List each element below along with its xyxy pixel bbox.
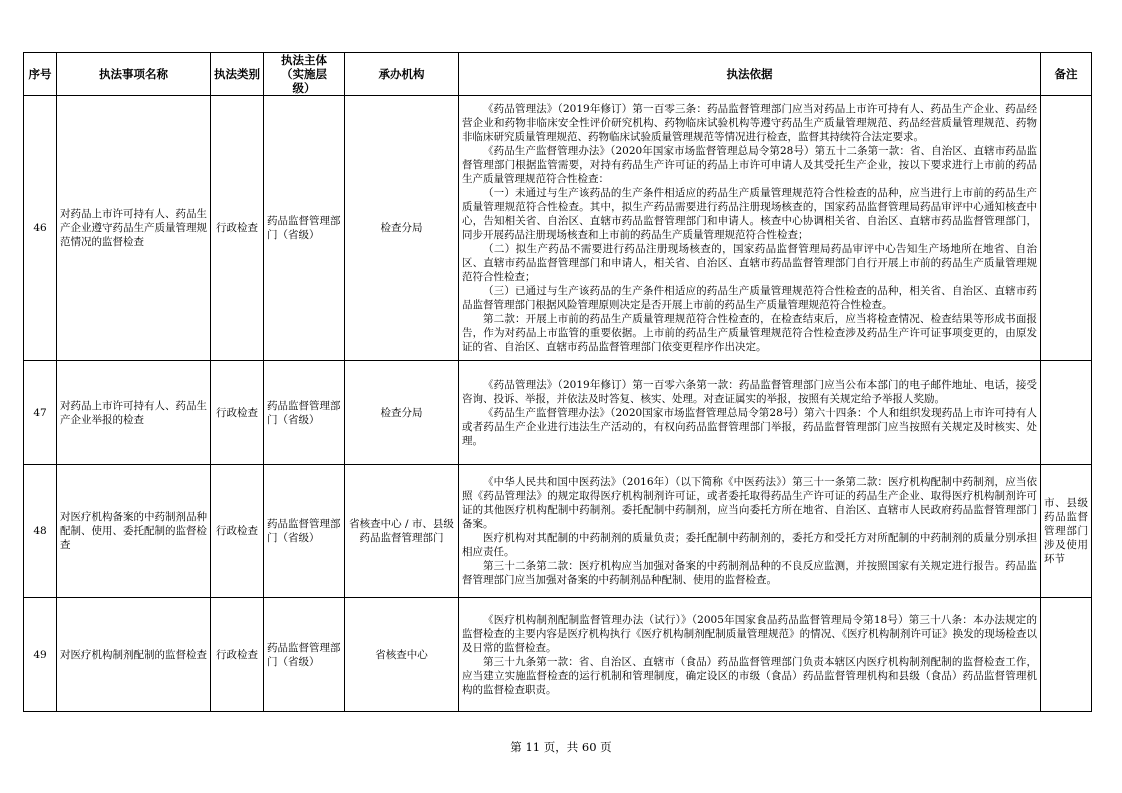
row-basis	[459, 465, 1041, 598]
row-org: 检查分局	[345, 96, 459, 361]
row-num: 47	[24, 361, 57, 465]
basis-paragraph: 第二款：开展上市前的药品生产质量管理规范符合性检查的，在检查结束后，应当将检查情况、检查结果等形成书面报告，作为对药品上市监管的重要依据。上市前的药品生产质量管理规范符合性检查涉及药品生产许可证事项变更的，由原发证的省、自治区、直辖市药品监督管理部门依变更程序作出决定。	[462, 313, 1037, 353]
header-row	[24, 53, 1092, 96]
row-name: 对医疗机构备案的中药制剂品种配制、使用、委托配制的监督检查	[57, 465, 211, 598]
row-type: 行政检查	[211, 361, 264, 465]
basis-paragraph: 《药品生产监督管理办法》（2020年国家市场监督管理总局令第28号）第五十二条第一款：省、自治区、直辖市药品监督管理部门根据监管需要，对持有药品生产许可证的药品上市许可申请人及其受托生产企业，按以下要求进行上市前的药品生产质量管理规范符合性检查：	[462, 145, 1037, 185]
row-org: 检查分局	[345, 361, 459, 465]
basis-paragraph: 《药品生产监督管理办法》（2020国家市场监督管理总局令第28号）第六十四条：个人和组织发现药品上市许可持有人或者药品生产企业进行违法生产活动的，有权向药品监督管理部门举报，药品监督管理部门应当按照有关规定及时核实、处理。	[462, 406, 1037, 447]
header-subject	[264, 53, 345, 96]
row-type: 行政检查	[211, 598, 264, 712]
row-basis	[459, 598, 1041, 712]
table-row	[24, 598, 1092, 712]
row-basis	[459, 96, 1041, 361]
row-org: 省核查中心	[345, 598, 459, 712]
basis-paragraph: 第三十九条第一款：省、自治区、直辖市（食品）药品监督管理部门负责本辖区内医疗机构制剂配制的监督检查工作，应当建立实施监督检查的运行机制和管理制度，确定设区的市级（食品）药品监督管理机构和县级（食品）药品监督管理机构的监督检查职责。	[462, 655, 1037, 696]
header-basis: 执法依据	[459, 53, 1041, 96]
basis-paragraph: 《药品管理法》（2019年修订）第一百零三条：药品监督管理部门应当对药品上市许可持有人、药品生产企业、药品经营企业和药物非临床安全性评价研究机构、药物临床试验机构等遵守药品生产质量管理规范、药品经营质量管理规范、药物非临床研究质量管理规范、药物临床试验质量管理规范等情况进行检查，监督其持续符合法定要求。	[462, 103, 1037, 143]
basis-paragraph: （二）拟生产药品不需要进行药品注册现场核查的，国家药品监督管理局药品审评中心告知生产场地所在地省、自治区、直辖市药品监督管理部门和申请人，相关省、自治区、直辖市药品监督管理部门自行开展上市前的药品生产质量管理规范符合性检查；	[462, 243, 1037, 283]
basis-paragraph: （三）已通过与生产该药品的生产条件相适应的药品生产质量管理规范符合性检查的品种，相关省、自治区、直辖市药品监督管理部门根据风险管理原则决定是否开展上市前的药品生产质量管理规范符合性检查。	[462, 285, 1037, 311]
row-subject: 药品监督管理部门（省级）	[264, 361, 345, 465]
row-type: 行政检查	[211, 465, 264, 598]
header-num: 序号	[24, 53, 57, 96]
table-row	[24, 465, 1092, 598]
basis-paragraph: 《中华人民共和国中医药法》（2016年）（以下简称《中医药法》）第三十一条第二款：医疗机构配制中药制剂，应当依照《药品管理法》的规定取得医疗机构制剂许可证，或者委托取得药品生产许可证的药品生产企业、取得医疗机构制剂许可证的其他医疗机构配制中药制剂。委托配制中药制剂，应当向委托方所在地省、自治区、直辖市人民政府药品监督管理部门备案。	[462, 476, 1037, 530]
basis-paragraph: 《药品管理法》（2019年修订）第一百零六条第一款：药品监督管理部门应当公布本部门的电子邮件地址、电话，接受咨询、投诉、举报，并依法及时答复、核实、处理。对查证属实的举报，按照有关规定给予举报人奖励。	[462, 378, 1037, 405]
basis-paragraph: 第三十二条第二款：医疗机构应当加强对备案的中药制剂品种的不良反应监测，并按照国家有关规定进行报告。药品监督管理部门应当加强对备案的中药制剂品种配制、使用的监督检查。	[462, 560, 1037, 586]
enforcement-table	[23, 52, 1092, 712]
row-note	[1041, 361, 1092, 465]
header-subject-text: 执法主体（实施层级）	[280, 53, 327, 95]
basis-paragraph: （一）未通过与生产该药品的生产条件相适应的药品生产质量管理规范符合性检查的品种，应当进行上市前的药品生产质量管理规范符合性检查。其中，拟生产药品需要进行药品注册现场核查的，国家药品监督管理局药品审评中心通知核查中心，告知相关省、自治区、直辖市药品监督管理部门和申请人。核查中心协调相关省、自治区、直辖市药品监督管理部门，同步开展药品注册现场核查和上市前的药品生产质量管理规范符合性检查；	[462, 187, 1037, 241]
row-subject: 药品监督管理部门（省级）	[264, 465, 345, 598]
header-org: 承办机构	[345, 53, 459, 96]
row-name: 对医疗机构制剂配制的监督检查	[57, 598, 211, 712]
header-note: 备注	[1041, 53, 1092, 96]
row-note	[1041, 465, 1092, 598]
row-num: 48	[24, 465, 57, 598]
row-num: 46	[24, 96, 57, 361]
row-subject: 药品监督管理部门（省级）	[264, 96, 345, 361]
row-name: 对药品上市许可持有人、药品生产企业遵守药品生产质量管理规范情况的监督检查	[57, 96, 211, 361]
table-row	[24, 96, 1092, 361]
row-type: 行政检查	[211, 96, 264, 361]
row-note	[1041, 96, 1092, 361]
row-subject: 药品监督管理部门（省级）	[264, 598, 345, 712]
row-num: 49	[24, 598, 57, 712]
row-note	[1041, 598, 1092, 712]
row-basis	[459, 361, 1041, 465]
row-org: 省核查中心 / 市、县级药品监督管理部门	[345, 465, 459, 598]
page-footer: 第 11 页，共 60 页	[510, 740, 612, 754]
header-type: 执法类别	[211, 53, 264, 96]
basis-paragraph: 医疗机构对其配制的中药制剂的质量负责；委托配制中药制剂的，委托方和受托方对所配制的中药制剂的质量分别承担相应责任。	[462, 532, 1037, 558]
table-row	[24, 361, 1092, 465]
header-name: 执法事项名称	[57, 53, 211, 96]
basis-paragraph: 《医疗机构制剂配制监督管理办法（试行）》（2005年国家食品药品监督管理局令第18号）第三十八条：本办法规定的监督检查的主要内容是医疗机构执行《医疗机构制剂配制质量管理规范》的情况、《医疗机构制剂许可证》换发的现场检查以及日常的监督检查。	[462, 613, 1037, 654]
row-name: 对药品上市许可持有人、药品生产企业举报的检查	[57, 361, 211, 465]
row-note-text: 市、县级药品监督管理部门涉及使用环节	[1044, 497, 1088, 565]
